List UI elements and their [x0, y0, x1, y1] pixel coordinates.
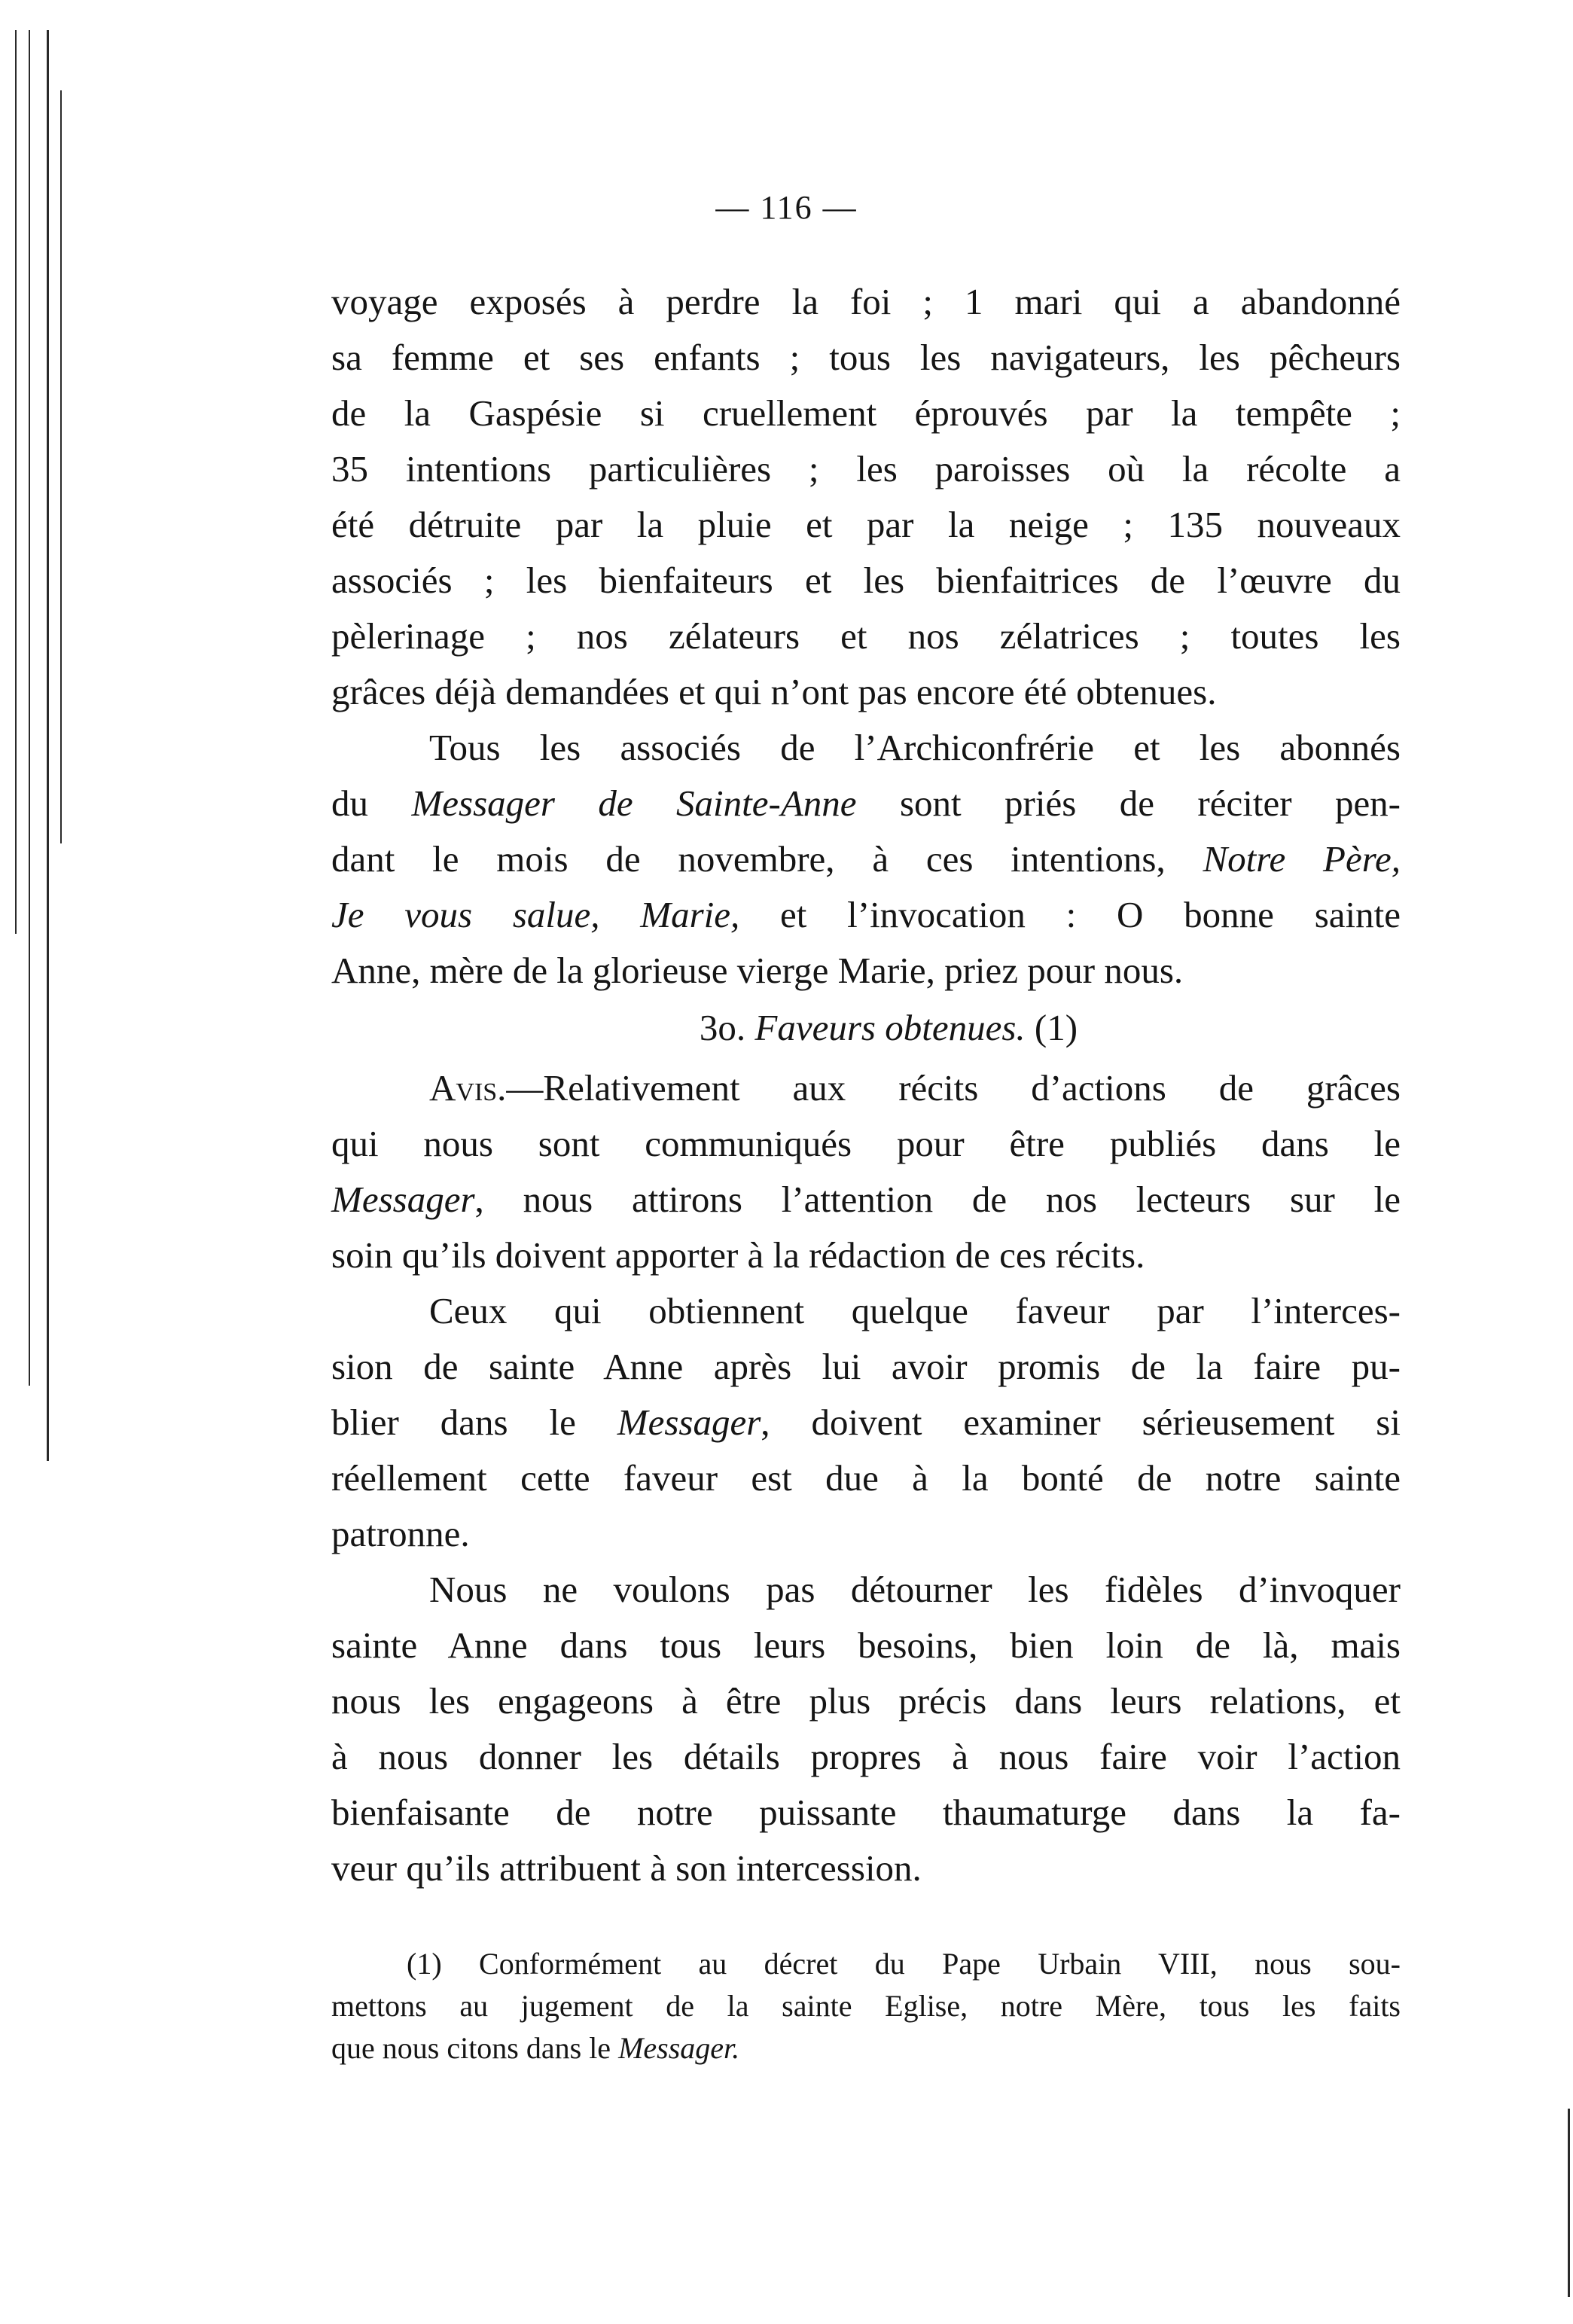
text-line — [331, 1060, 1401, 1116]
text-line: grâces déjà demandées et qui n’ont pas encore été obtenues. — [331, 671, 1217, 712]
page-edge-right — [1543, 2109, 1573, 2304]
text-line: Nous ne voulons pas détourner les fidèles d’invoquer — [429, 1569, 1401, 1610]
body-text — [331, 274, 1401, 1896]
avis-label: Avis — [429, 1067, 498, 1109]
text-line: soin qu’ils doivent apporter à la rédaction de ces récits. — [331, 1234, 1145, 1276]
publication-title: Messager. — [618, 2031, 740, 2065]
text-line — [331, 831, 1401, 887]
text-run: .—Relativement aux récits d’actions de grâces — [497, 1067, 1401, 1109]
binding-rule — [15, 30, 17, 934]
text-run: sont priés de réciter pen- — [856, 782, 1401, 824]
paragraph-details — [331, 1562, 1401, 1896]
text-line — [331, 887, 1401, 943]
section-title: Faveurs obtenues. — [754, 1007, 1026, 1048]
footnote-line: (1) Conformément au décret du Pape Urbain VIII, nous sou- — [407, 1947, 1401, 1981]
text-line: patronne. — [331, 1513, 470, 1554]
publication-title: Messager — [331, 1179, 475, 1220]
binding-rule — [29, 30, 30, 1386]
text-line: nous les engageons à être plus précis dans leurs relations, et — [331, 1680, 1401, 1722]
publication-title: Messager — [617, 1401, 761, 1443]
text-line: Ceux qui obtiennent quelque faveur par l’interces- — [429, 1290, 1401, 1331]
edge-rule — [1568, 2109, 1570, 2297]
footnote-line: mettons au jugement de la sainte Eglise, notre Mère, tous les faits — [331, 1989, 1401, 2023]
footnote-line — [331, 2027, 1401, 2069]
footnote — [331, 1943, 1401, 2069]
text-run: , doivent examiner sérieusement si — [761, 1401, 1401, 1443]
text-run: blier dans le — [331, 1401, 617, 1443]
text-line: bienfaisante de notre puissante thaumaturge dans la fa- — [331, 1792, 1401, 1833]
text-line: réellement cette faveur est due à la bonté de notre sainte — [331, 1457, 1401, 1499]
text-line: été détruite par la pluie et par la neige ; 135 nouveaux — [331, 504, 1401, 545]
section-heading — [331, 1000, 1401, 1056]
binding-rule — [47, 30, 49, 1461]
prayer-name: Je vous salue, Marie, — [331, 894, 740, 935]
text-line: de la Gaspésie si cruellement éprouvés par la tempête ; — [331, 392, 1401, 434]
text-run: du — [331, 782, 412, 824]
paragraph-instructions — [331, 1283, 1401, 1562]
text-line: pèlerinage ; nos zélateurs et nos zélatrices ; toutes les — [331, 615, 1401, 657]
text-line: qui nous sont communiqués pour être publiés dans le — [331, 1123, 1401, 1164]
text-line — [331, 1172, 1401, 1228]
text-line: associés ; les bienfaiteurs et les bienfaitrices de l’œuvre du — [331, 560, 1401, 601]
text-run: que nous citons dans le — [331, 2031, 619, 2065]
paragraph-intentions — [331, 274, 1401, 720]
text-line: sion de sainte Anne après lui avoir promis de la faire pu- — [331, 1346, 1401, 1387]
section-number: 3o. — [699, 1007, 755, 1048]
publication-title: Messager de Sainte-Anne — [411, 782, 857, 824]
text-line — [331, 776, 1401, 831]
text-run: , nous attirons l’attention de nos lecteurs sur le — [474, 1179, 1401, 1220]
text-line: à nous donner les détails propres à nous faire voir l’action — [331, 1736, 1401, 1777]
footnote-reference: (1) — [1025, 1007, 1078, 1048]
text-line: sa femme et ses enfants ; tous les navigateurs, les pêcheurs — [331, 337, 1401, 378]
page-number: — 116 — — [715, 189, 858, 226]
text-run: et l’invocation : O bonne sainte — [739, 894, 1401, 935]
text-line — [331, 1395, 1401, 1450]
text-line: 35 intentions particulières ; les paroisses où la récolte a — [331, 448, 1401, 490]
text-line: sainte Anne dans tous leurs besoins, bien loin de là, mais — [331, 1624, 1401, 1666]
paragraph-avis — [331, 1060, 1401, 1283]
text-run: dant le mois de novembre, à ces intentions, — [331, 838, 1203, 880]
prayer-name: Notre Père, — [1203, 838, 1401, 880]
paragraph-prayer-request — [331, 720, 1401, 999]
text-line: Tous les associés de l’Archiconfrérie et les abonnés — [429, 727, 1401, 768]
text-line: voyage exposés à perdre la foi ; 1 mari qui a abandonné — [331, 281, 1401, 322]
text-line: veur qu’ils attribuent à son intercession. — [331, 1847, 922, 1889]
text-line: Anne, mère de la glorieuse vierge Marie, priez pour nous. — [331, 950, 1184, 991]
